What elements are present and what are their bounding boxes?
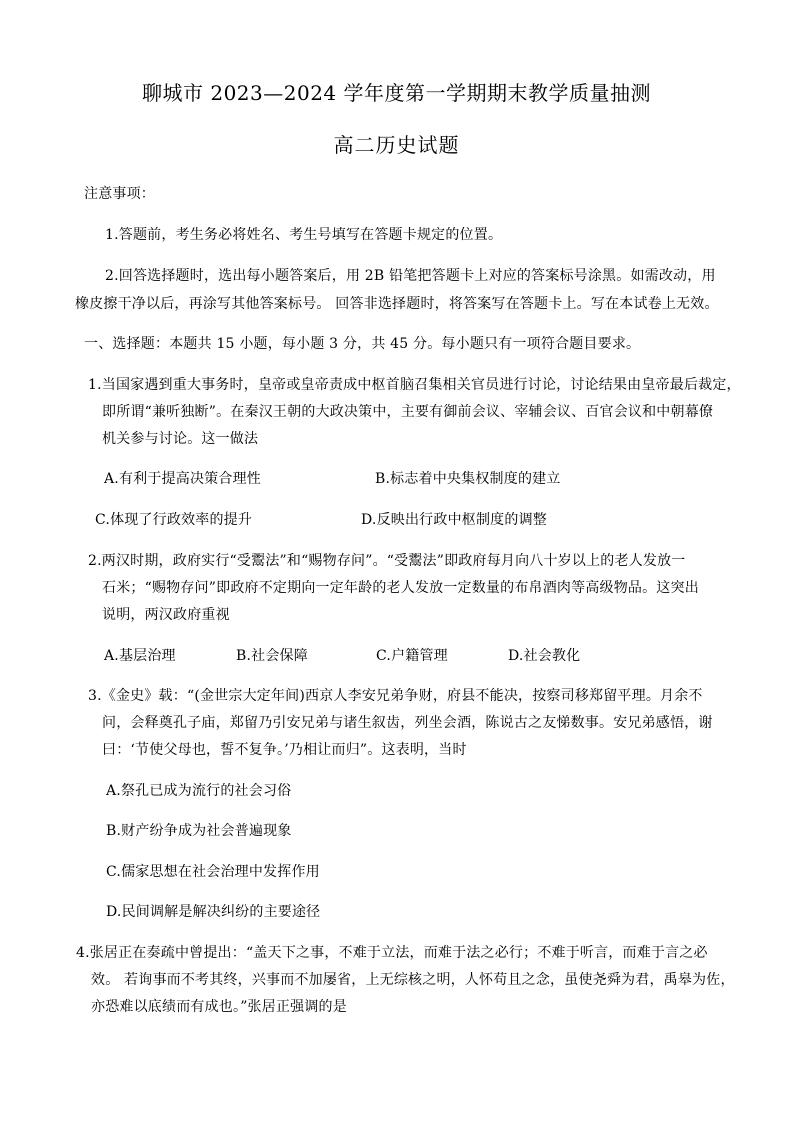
notice-item-2-line-1: 2.回答选择题时，选出每小题答案后，用 2B 铅笔把答题卡上对应的答案标号涂黑。如需改动，用 (105, 268, 716, 284)
q4-line-2: 效。 若询事而不考其终，兴事而不加屡省，上无综核之明，人怀苟且之念，虽使尧舜为君，禹皋为佐， (91, 972, 735, 988)
notice-item-2-line-2: 橡皮擦干净以后，再涂写其他答案标号。 回答非选择题时，将答案写在答题卡上。写在本试卷上无效。 (75, 296, 719, 312)
q2-option-d: D.社会教化 (508, 648, 581, 664)
notice-heading: 注意事项： (84, 186, 155, 202)
q1-option-d: D.反映出行政中枢制度的调整 (361, 512, 547, 528)
q2-option-c: C.户籍管理 (376, 648, 448, 664)
q2-line-3: 说明，两汉政府重视 (102, 607, 230, 623)
q4-line-1: 4.张居正在奏疏中曾提出：“盖天下之事，不难于立法，而难于法之必行；不难于听言，而难于言之必 (76, 945, 708, 961)
q3-option-a: A.祭孔已成为流行的社会习俗 (106, 783, 292, 799)
q1-line-1: 1.当国家遇到重大事务时，皇帝或皇帝责成中枢首脑召集相关官员进行讨论，讨论结果由皇帝最后裁定， (88, 377, 741, 393)
q1-line-3: 机关参与讨论。这一做法 (102, 431, 259, 447)
q1-line-2: 即所谓“兼听独断”。在秦汉王朝的大政决策中，主要有御前会议、宰辅会议、百官会议和中朝幕僚 (102, 404, 714, 420)
q3-option-d: D.民间调解是解决纠纷的主要途径 (106, 904, 321, 920)
q2-line-1: 2.两汉时期，政府实行“受鬻法”和“赐物存问”。“受鬻法”即政府每月向八十岁以上的老人发放一 (88, 553, 686, 569)
q1-option-c: C.体现了行政效率的提升 (95, 512, 253, 528)
q3-line-3: 曰：‘节使父母也，誓不复争。’乃相让而归”。这表明，当时 (102, 742, 467, 758)
section-heading: 一、选择题：本题共 15 小题，每小题 3 分，共 45 分。每小题只有一项符合题目要求。 (84, 336, 641, 352)
exam-title: 聊城市 2023—2024 学年度第一学期期末教学质量抽测 (141, 81, 651, 105)
q3-option-b: B.财产纷争成为社会普遍现象 (106, 823, 292, 839)
q2-option-b: B.社会保障 (236, 648, 308, 664)
q3-line-2: 问，会释奠孔子庙，郑留乃引安兄弟与诸生叙齿，列坐会酒，陈说古之友悌数事。安兄弟感悟，谢 (102, 715, 713, 731)
exam-subtitle: 高二历史试题 (333, 133, 460, 157)
q3-line-1: 3.《金史》载：“(金世宗大定年间)西京人李安兄弟争财，府县不能决，按察司移郑留平理。月余不 (88, 688, 703, 704)
q3-option-c: C.儒家思想在社会治理中发挥作用 (106, 864, 320, 880)
q1-option-b: B.标志着中央集权制度的建立 (375, 471, 561, 487)
q2-line-2: 石米；“赐物存问”即政府不定期向一定年龄的老人发放一定数量的布帛酒肉等高级物品。这突出 (102, 580, 699, 596)
notice-item-1: 1.答题前，考生务必将姓名、考生号填写在答题卡规定的位置。 (105, 227, 503, 243)
q4-line-3: 亦恐难以底绩而有成也。”张居正强调的是 (91, 999, 347, 1015)
q1-option-a: A.有利于提高决策合理性 (104, 471, 261, 487)
q2-option-a: A.基层治理 (104, 648, 176, 664)
